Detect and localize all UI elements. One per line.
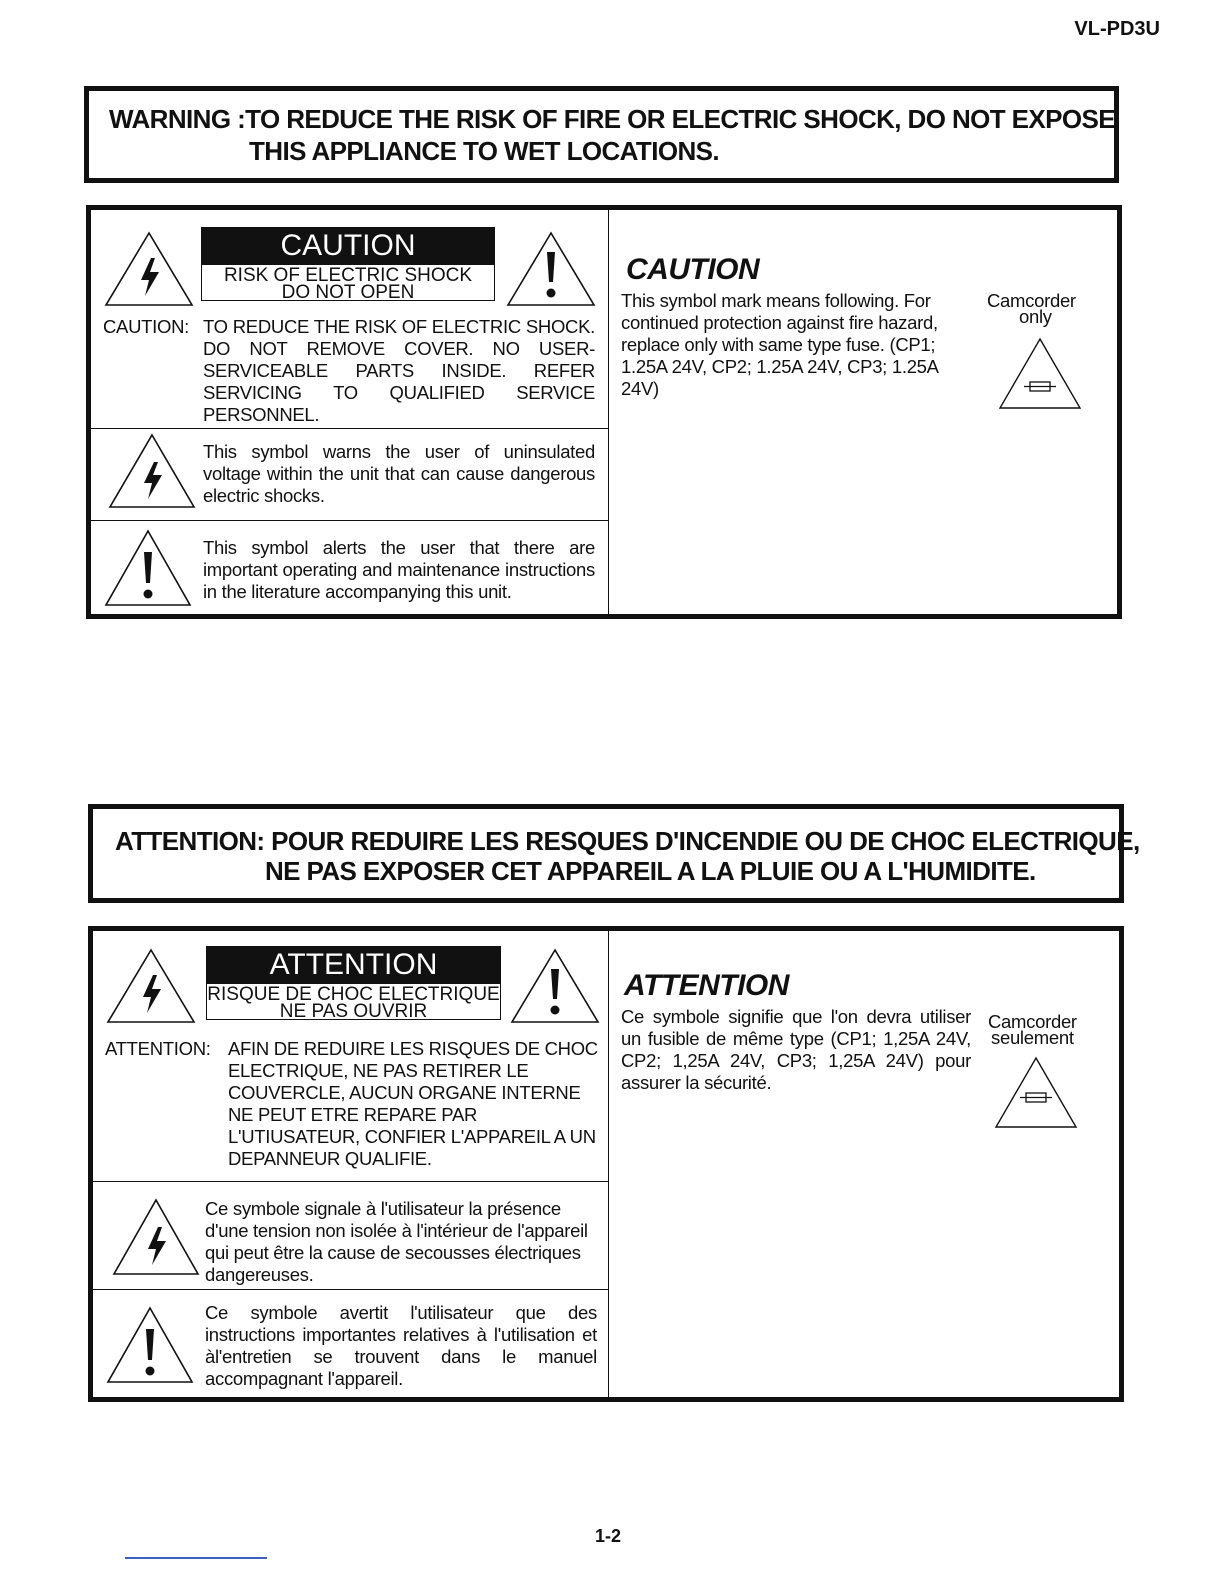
- lightning-triangle-icon: [103, 230, 195, 308]
- exclamation-explanation-fr: Ce symbole avertit l'utilisateur que des instructions importantes relatives à l'utilisation et àl'entretien se trouvent dans le manuel accompagnant l'appareil.: [205, 1302, 597, 1389]
- exclamation-triangle-icon-fr: [509, 947, 601, 1025]
- attention-prefix: ATTENTION:: [105, 1038, 211, 1059]
- caution-body: TO REDUCE THE RISK OF ELECTRIC SHOCK. DO NOT REMOVE COVER. NO USER-SERVICEABLE PARTS INSIDE. REFER SERVICING TO QUALIFIED SERVICE PERSONNEL.: [203, 316, 595, 425]
- caution-label: [201, 227, 495, 301]
- attention-body: AFIN DE REDUIRE LES RISQUES DE CHOC ELECTRIQUE, NE PAS RETIRER LE COUVERCLE, AUCUN ORGANE INTERNE NE PEUT ETRE REPARE PAR L'UTIUSATEUR, CONFIER L'APPAREIL A UN DEPANNEUR QUALIFIE.: [228, 1038, 598, 1169]
- warning-box-fr: [88, 804, 1140, 903]
- lightning-triangle-icon-small-fr: [111, 1197, 201, 1277]
- attention-label: [206, 946, 501, 1020]
- attention-line-2: NE PAS EXPOSER CET APPAREIL A LA PLUIE OU A L'HUMIDITE.: [265, 856, 1036, 886]
- warning-line-1: WARNING :TO REDUCE THE RISK OF FIRE OR ELECTRIC SHOCK, DO NOT EXPOSE: [109, 104, 1116, 134]
- caution-panel-fr: [88, 926, 1124, 1402]
- camcorder-label-line2: only: [1019, 306, 1052, 327]
- exclamation-triangle-icon-small: [103, 528, 193, 608]
- attention-label-sub1: RISQUE DE CHOC ELECTRIQUE: [207, 984, 500, 1005]
- exclamation-triangle-icon: [505, 230, 597, 308]
- right-caution-title: CAUTION: [626, 253, 760, 286]
- page-number: 1-2: [595, 1526, 622, 1546]
- caution-label-sub2: DO NOT OPEN: [281, 282, 415, 303]
- caution-label-title: CAUTION: [201, 227, 495, 265]
- exclamation-explanation: This symbol alerts the user that there are important operating and maintenance instructions in the literature accompanying this unit.: [203, 537, 595, 602]
- attention-label-sub2: NE PAS OUVRIR: [279, 1001, 428, 1022]
- warning-line-2: THIS APPLIANCE TO WET LOCATIONS.: [249, 136, 719, 166]
- camcorder-label-fr-line1: Camcorder: [988, 1011, 1077, 1032]
- model-number: VL-PD3U: [1074, 18, 1160, 40]
- fuse-triangle-icon: [997, 336, 1083, 412]
- right-caution-body: This symbol mark means following. For continued protection against fire hazard, replace only with same type fuse. (CP1; 1.25A 24V, CP2; 1.25A 24V, CP3; 1.25A 24V): [621, 290, 938, 399]
- lightning-explanation: This symbol warns the user of uninsulated voltage within the unit that can cause dangerous electric shocks.: [203, 441, 595, 506]
- lightning-explanation-fr: Ce symbole signale à l'utilisateur la présence d'une tension non isolée à l'intérieur de l'appareil qui peut être la cause de secousses électriques dangereuses.: [205, 1198, 588, 1285]
- attention-label-title: ATTENTION: [206, 946, 501, 984]
- warning-box-en: [84, 86, 1119, 183]
- fuse-triangle-icon-fr: [993, 1055, 1079, 1131]
- camcorder-label-fr-line2: seulement: [991, 1027, 1074, 1048]
- lightning-triangle-icon-small: [107, 432, 197, 510]
- right-attention-title: ATTENTION: [624, 969, 789, 1002]
- caution-label-sub1: RISK OF ELECTRIC SHOCK: [223, 265, 473, 286]
- right-attention-body: Ce symbole signifie que l'on devra utiliser un fusible de même type (CP1; 1,25A 24V, CP2; 1,25A 24V, CP3; 1,25A 24V) pour assurer la sécurité.: [621, 1006, 971, 1093]
- lightning-triangle-icon-fr: [105, 947, 197, 1025]
- attention-line-1: ATTENTION: POUR REDUIRE LES RESQUES D'INCENDIE OU DE CHOC ELECTRIQUE,: [115, 826, 1140, 856]
- camcorder-label-line1: Camcorder: [987, 290, 1076, 311]
- exclamation-triangle-icon-small-fr: [105, 1305, 195, 1385]
- footer-rule: [125, 1557, 267, 1559]
- caution-panel-en: [86, 205, 1122, 619]
- caution-prefix: CAUTION:: [103, 316, 189, 337]
